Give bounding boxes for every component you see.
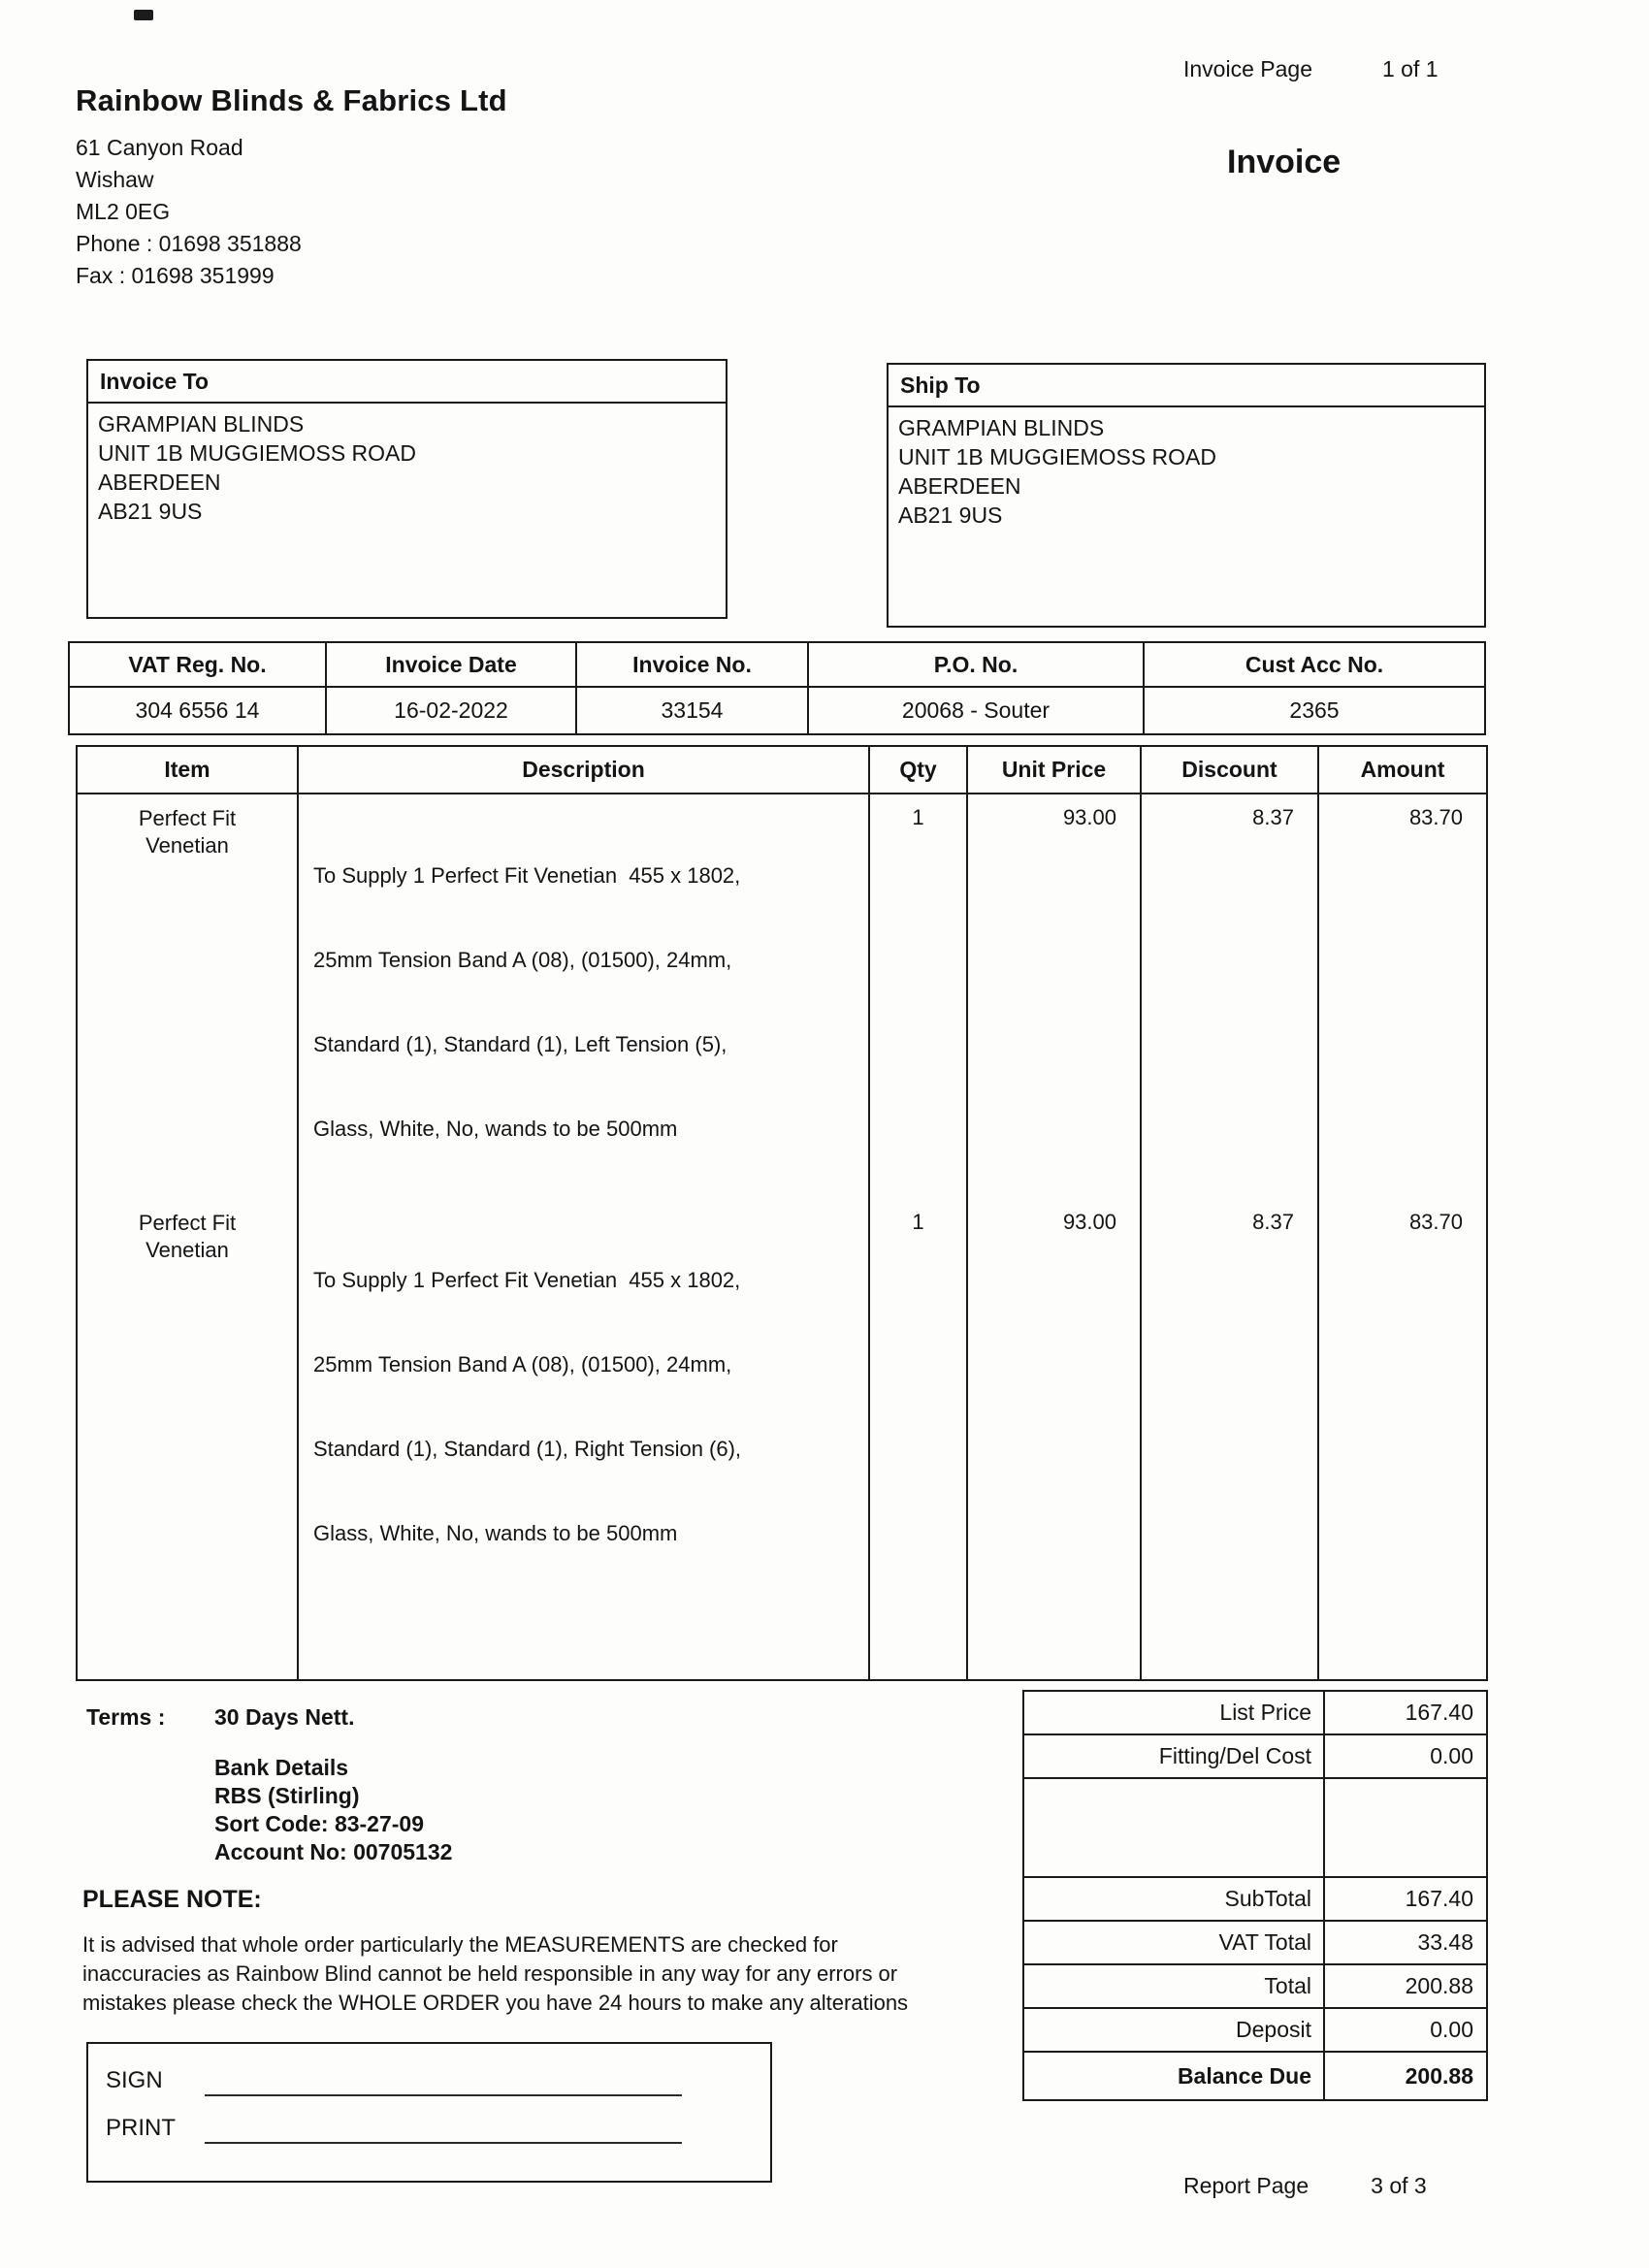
description-line: Standard (1), Standard (1), Left Tension (5), <box>313 1032 728 1056</box>
company-block <box>76 83 507 292</box>
item-amount: 83.70 <box>1318 1199 1487 1604</box>
invoice-to-label: Invoice To <box>88 361 726 404</box>
note-line: It is advised that whole order particularly the MEASUREMENTS are checked for <box>82 1932 838 1957</box>
totals-label: Balance Due <box>1024 2053 1325 2099</box>
bank-sort-code: Sort Code: 83-27-09 <box>214 1811 425 1836</box>
description-line: 25mm Tension Band A (08), (01500), 24mm, <box>313 1352 732 1377</box>
description-line: Glass, White, No, wands to be 500mm <box>313 1521 678 1545</box>
scan-artifact-mark <box>134 10 153 20</box>
ship-to-address <box>889 407 1484 530</box>
signature-box <box>86 2042 772 2183</box>
totals-value: 167.40 <box>1405 1700 1473 1725</box>
table-filler-row <box>77 1604 1487 1680</box>
column-header-qty: Qty <box>869 746 967 794</box>
bank-name: RBS (Stirling) <box>214 1783 360 1808</box>
description-line: To Supply 1 Perfect Fit Venetian 455 x 1802, <box>313 863 741 888</box>
info-header-row <box>69 642 1485 687</box>
totals-row-total <box>1024 1965 1486 2009</box>
sign-line <box>205 2094 682 2096</box>
totals-row-deposit <box>1024 2009 1486 2053</box>
company-address-line: 61 Canyon Road <box>76 135 243 160</box>
totals-value: 33.48 <box>1417 1929 1473 1955</box>
line-items-table <box>76 745 1488 1681</box>
invoice-page-value: 1 of 1 <box>1381 56 1439 81</box>
totals-value: 200.88 <box>1405 2062 1473 2089</box>
item-name: Perfect Fit Venetian <box>138 1211 237 1262</box>
company-phone: Phone : 01698 351888 <box>76 231 302 256</box>
bank-account-no: Account No: 00705132 <box>214 1839 453 1864</box>
totals-value: 0.00 <box>1430 2017 1473 2042</box>
invoice-to-box <box>86 359 728 619</box>
company-address-line: ML2 0EG <box>76 199 171 224</box>
vat-reg-no-value: 304 6556 14 <box>69 687 326 734</box>
totals-row-balance-due <box>1024 2053 1486 2099</box>
address-line: ABERDEEN <box>898 473 1021 499</box>
column-header-amount: Amount <box>1318 746 1487 794</box>
terms-value: 30 Days Nett. <box>214 1704 355 1730</box>
po-no-value: 20068 - Souter <box>808 687 1144 734</box>
address-line: GRAMPIAN BLINDS <box>98 411 305 437</box>
column-header-item: Item <box>77 746 298 794</box>
company-name: Rainbow Blinds & Fabrics Ltd <box>76 83 507 117</box>
item-amount: 83.70 <box>1318 794 1487 1199</box>
item-description <box>298 794 869 1199</box>
invoice-page-label: Invoice Page <box>1183 56 1312 81</box>
invoice-title: Invoice <box>1227 144 1342 180</box>
ship-to-label: Ship To <box>889 365 1484 407</box>
item-unit-price: 93.00 <box>967 1199 1141 1604</box>
address-line: UNIT 1B MUGGIEMOSS ROAD <box>898 444 1217 470</box>
description-line: To Supply 1 Perfect Fit Venetian 455 x 1802, <box>313 1268 741 1292</box>
print-line <box>205 2142 682 2144</box>
address-line: ABERDEEN <box>98 470 221 495</box>
report-page-value: 3 of 3 <box>1371 2173 1427 2198</box>
totals-value: 167.40 <box>1405 1886 1473 1911</box>
totals-row-vat-total <box>1024 1922 1486 1965</box>
column-header-invoice-no: Invoice No. <box>576 642 808 687</box>
description-line: Standard (1), Standard (1), Right Tension (6), <box>313 1437 742 1461</box>
item-name: Perfect Fit Venetian <box>138 806 237 858</box>
sign-label: SIGN <box>106 2067 163 2093</box>
item-discount: 8.37 <box>1141 794 1318 1199</box>
bank-details-block <box>214 1754 452 1866</box>
table-row <box>77 1199 1487 1604</box>
address-line: GRAMPIAN BLINDS <box>898 415 1105 440</box>
note-line: mistakes please check the WHOLE ORDER you have 24 hours to make any alterations <box>82 1991 909 2015</box>
report-page-label: Report Page <box>1183 2173 1310 2198</box>
address-line: AB21 9US <box>98 499 203 524</box>
ship-to-box <box>887 363 1486 628</box>
note-line: inaccuracies as Rainbow Blind cannot be held responsible in any way for any errors or <box>82 1961 898 1986</box>
column-header-unit-price: Unit Price <box>967 746 1141 794</box>
column-header-cust-acc-no: Cust Acc No. <box>1144 642 1485 687</box>
company-fax: Fax : 01698 351999 <box>76 263 275 288</box>
please-note-body <box>82 1930 908 2018</box>
totals-row-subtotal <box>1024 1878 1486 1922</box>
table-row <box>77 794 1487 1199</box>
terms-label: Terms : <box>86 1704 166 1730</box>
column-header-invoice-date: Invoice Date <box>326 642 576 687</box>
invoice-info-table <box>68 641 1486 735</box>
company-address-line: Wishaw <box>76 167 154 192</box>
invoice-date-value: 16-02-2022 <box>326 687 576 734</box>
totals-label: List Price <box>1024 1692 1325 1733</box>
description-line: Glass, White, No, wands to be 500mm <box>313 1117 678 1141</box>
totals-spacer-row <box>1024 1779 1486 1878</box>
totals-value: 200.88 <box>1405 1973 1473 1998</box>
totals-label: Fitting/Del Cost <box>1024 1735 1325 1777</box>
item-qty: 1 <box>869 794 967 1199</box>
description-line: 25mm Tension Band A (08), (01500), 24mm, <box>313 948 732 972</box>
column-header-po-no: P.O. No. <box>808 642 1144 687</box>
column-header-description: Description <box>298 746 869 794</box>
column-header-vat-reg-no: VAT Reg. No. <box>69 642 326 687</box>
print-label: PRINT <box>106 2115 176 2141</box>
invoice-page-indicator <box>1183 56 1439 82</box>
invoice-no-value: 33154 <box>576 687 808 734</box>
totals-label: SubTotal <box>1024 1878 1325 1920</box>
address-line: UNIT 1B MUGGIEMOSS ROAD <box>98 440 417 466</box>
totals-label: Deposit <box>1024 2009 1325 2051</box>
totals-value: 0.00 <box>1430 1743 1473 1768</box>
item-description <box>298 1199 869 1604</box>
bank-details-title: Bank Details <box>214 1755 349 1780</box>
totals-box <box>1022 1690 1488 2101</box>
item-qty: 1 <box>869 1199 967 1604</box>
column-header-discount: Discount <box>1141 746 1318 794</box>
item-unit-price: 93.00 <box>967 794 1141 1199</box>
invoice-to-address <box>88 404 726 526</box>
address-line: AB21 9US <box>898 502 1003 528</box>
item-discount: 8.37 <box>1141 1199 1318 1604</box>
totals-label: Total <box>1024 1965 1325 2007</box>
report-page-indicator <box>1183 2173 1427 2199</box>
items-header-row <box>77 746 1487 794</box>
cust-acc-no-value: 2365 <box>1144 687 1485 734</box>
info-values-row <box>69 687 1485 734</box>
totals-row-list-price <box>1024 1692 1486 1735</box>
totals-row-fitting-del-cost <box>1024 1735 1486 1779</box>
please-note-title: PLEASE NOTE: <box>82 1886 262 1913</box>
totals-label: VAT Total <box>1024 1922 1325 1963</box>
